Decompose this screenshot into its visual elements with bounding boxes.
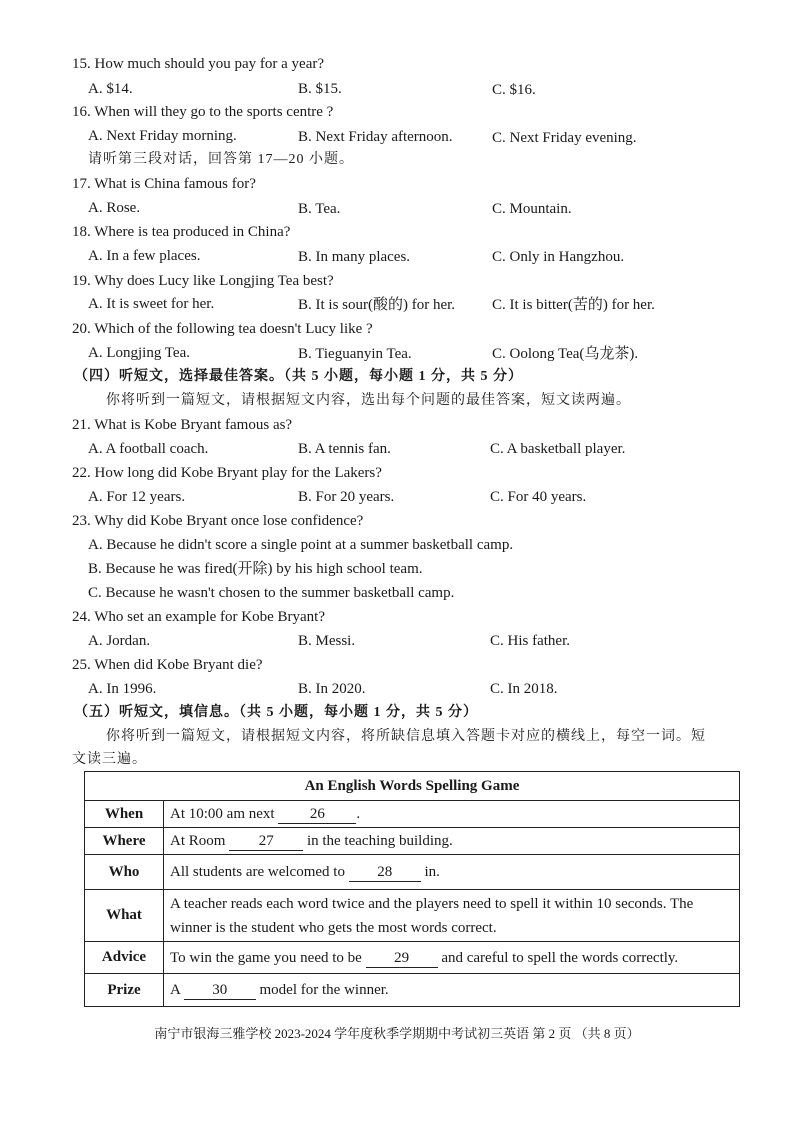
row-content-prize	[164, 974, 740, 1007]
question-20: 20. Which of the following tea doesn't Lucy like ?	[72, 321, 373, 337]
option-17a: A. Rose.	[88, 200, 141, 216]
option-22b: B. For 20 years.	[298, 489, 395, 505]
part5-instruction-line1: 你将听到一篇短文，请根据短文内容，将所缺信息填入答题卡对应的横线上，每空一词。短	[106, 729, 706, 744]
option-18b: B. In many places.	[298, 249, 411, 265]
option-23b: B. Because he was fired(开除) by his high school team.	[88, 561, 423, 577]
advice-text-post: and careful to spell the words correctly.	[441, 949, 679, 966]
option-23a: A. Because he didn't score a single point at a summer basketball camp.	[88, 537, 514, 553]
row-content-when	[164, 801, 740, 828]
question-24: 24. Who set an example for Kobe Bryant?	[72, 609, 325, 625]
option-25a: A. In 1996.	[88, 681, 157, 697]
question-19: 19. Why does Lucy like Longjing Tea best?	[72, 273, 334, 289]
blank-28[interactable]: 28	[349, 863, 421, 882]
option-20a: A. Longjing Tea.	[88, 345, 190, 361]
question-22: 22. How long did Kobe Bryant play for the Lakers?	[72, 465, 382, 481]
where-text-post: in the teaching building.	[306, 833, 453, 849]
blank-30[interactable]: 30	[184, 981, 256, 1000]
question-17: 17. What is China famous for?	[72, 176, 256, 192]
option-16b: B. Next Friday afternoon.	[298, 129, 453, 145]
option-18c: C. Only in Hangzhou.	[492, 249, 625, 265]
question-25: 25. When did Kobe Bryant die?	[72, 657, 263, 673]
who-text-post: in.	[424, 864, 440, 880]
blank-27[interactable]: 27	[229, 832, 303, 851]
option-21a: A. A football coach.	[88, 441, 209, 457]
option-15c: C. $16.	[492, 82, 536, 98]
blank-29[interactable]: 29	[366, 949, 438, 968]
option-19a: A. It is sweet for her.	[88, 296, 215, 312]
row-content-who	[164, 855, 740, 890]
option-15b: B. $15.	[298, 81, 342, 97]
option-19b: B. It is sour(酸的) for her.	[298, 297, 456, 313]
row-content-where	[164, 828, 740, 855]
question-21: 21. What is Kobe Bryant famous as?	[72, 417, 293, 433]
part5-instruction-line2: 文读三遍。	[72, 752, 147, 767]
advice-text-pre: To win the game you need to be	[170, 949, 362, 966]
question-18: 18. Where is tea produced in China?	[72, 224, 291, 240]
option-24c: C. His father.	[490, 633, 570, 649]
option-17b: B. Tea.	[298, 201, 341, 217]
table-title: An English Words Spelling Game	[85, 772, 740, 801]
option-21b: B. A tennis fan.	[298, 441, 391, 457]
prize-text-post: model for the winner.	[259, 982, 389, 998]
option-22c: C. For 40 years.	[490, 489, 587, 505]
option-20b: B. Tieguanyin Tea.	[298, 346, 412, 362]
row-content-what: A teacher reads each word twice and the players need to spell it within 10 seconds. The winner is the student who gets the most words correct.	[164, 890, 740, 942]
option-25c: C. In 2018.	[490, 681, 558, 697]
when-text-post: .	[356, 806, 361, 822]
part5-title: （五）听短文，填信息。（共 5 小题，每小题 1 分，共 5 分）	[74, 705, 478, 720]
option-17c: C. Mountain.	[492, 201, 572, 217]
question-23: 23. Why did Kobe Bryant once lose confidence?	[72, 513, 364, 529]
spelling-game-table	[84, 771, 740, 1007]
option-20c: C. Oolong Tea(乌龙茶).	[492, 346, 639, 362]
option-18a: A. In a few places.	[88, 248, 201, 264]
option-21c: C. A basketball player.	[490, 441, 626, 457]
page-footer: 南宁市银海三雅学校 2023-2024 学年度秋季学期期中考试初三英语 第 2 页 （共 8 页）	[154, 1026, 640, 1041]
blank-26[interactable]: 26	[278, 805, 356, 824]
part4-instruction: 你将听到一篇短文，请根据短文内容，选出每个问题的最佳答案，短文读两遍。	[106, 393, 631, 408]
question-15: 15. How much should you pay for a year?	[72, 56, 325, 72]
option-15a: A. $14.	[88, 81, 133, 97]
row-label-who: Who	[85, 855, 164, 890]
when-text-pre: At 10:00 am next	[170, 806, 275, 822]
part4-title: （四）听短文，选择最佳答案。（共 5 小题，每小题 1 分，共 5 分）	[74, 369, 523, 384]
question-16: 16. When will they go to the sports centre ?	[72, 104, 334, 120]
dialog3-instruction: 请听第三段对话，回答第 17—20 小题。	[88, 152, 354, 167]
where-text-pre: At Room	[170, 833, 226, 849]
row-label-where: Where	[85, 828, 164, 855]
option-22a: A. For 12 years.	[88, 489, 186, 505]
option-19c: C. It is bitter(苦的) for her.	[492, 297, 655, 313]
option-23c: C. Because he wasn't chosen to the summer basketball camp.	[88, 585, 455, 601]
row-label-when: When	[85, 801, 164, 828]
row-label-advice: Advice	[85, 942, 164, 974]
who-text-pre: All students are welcomed to	[170, 864, 345, 880]
row-label-prize: Prize	[85, 974, 164, 1007]
prize-text-pre: A	[170, 982, 181, 998]
option-16c: C. Next Friday evening.	[492, 130, 637, 146]
option-16a: A. Next Friday morning.	[88, 128, 237, 144]
option-24b: B. Messi.	[298, 633, 356, 649]
row-content-advice	[164, 942, 740, 974]
option-25b: B. In 2020.	[298, 681, 366, 697]
row-label-what: What	[85, 890, 164, 942]
option-24a: A. Jordan.	[88, 633, 151, 649]
